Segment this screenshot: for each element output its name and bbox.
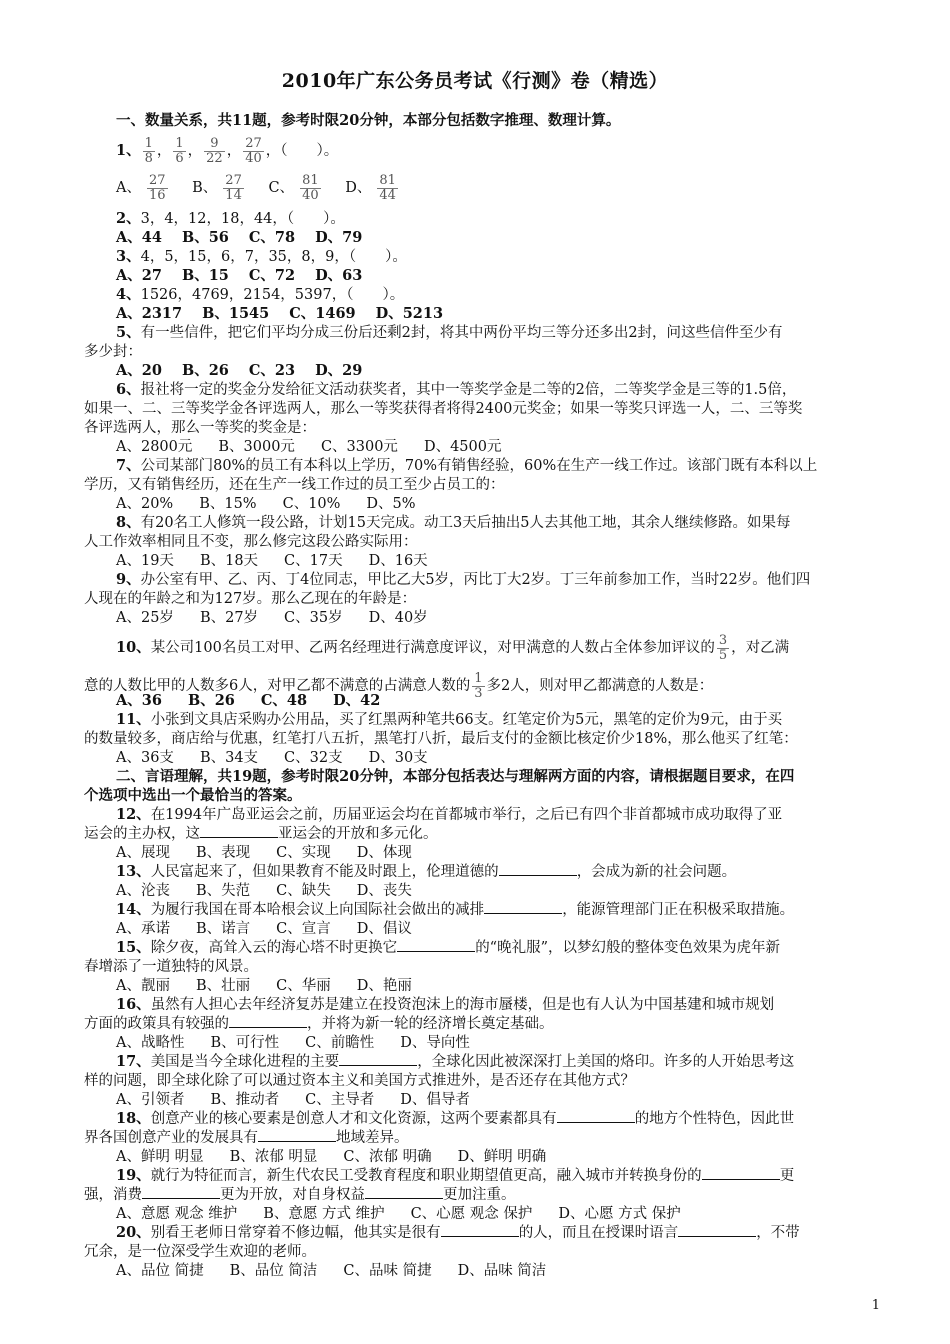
answer-blank — [339, 1053, 417, 1066]
question-3-options: A、27 B、15 C、72 D、63 — [116, 267, 363, 284]
fraction: $\frac{3}{5}$ — [718, 632, 728, 663]
answer-blank — [229, 1015, 307, 1028]
answer-blank — [200, 825, 278, 838]
question-20-options: A、品位 简捷 B、品位 简洁 C、品味 简捷 D、品味 简洁 — [116, 1263, 547, 1279]
question-20: 20、别看王老师日常穿着不修边幅，他其实是很有 的人，而且在授课时语言 ，不带 — [116, 1224, 800, 1241]
question-3: 3、4，5，15，6，7，35，8，9，（ ）。 — [116, 248, 407, 265]
answer-blank — [142, 1186, 220, 1199]
question-7: 7、公司某部门80%的员工有本科以上学历，70%有销售经验，60%在生产一线工作过。该部门既有本科以上 — [116, 457, 818, 474]
answer-blank — [397, 939, 475, 952]
question-18: 18、创意产业的核心要素是创意人才和文化资源，这两个要素都具有 的地方个性特色，因此世 — [116, 1110, 795, 1127]
section-1-heading: 一、数量关系，共11题，参考时限20分钟，本部分包括数字推理、数理计算。 — [116, 112, 621, 129]
question-15: 15、除夕夜，高耸入云的海心塔不时更换它 的“晚礼服”，以梦幻般的整体变色效果为虎年新 — [116, 939, 781, 956]
answer-blank — [365, 1186, 443, 1199]
fraction: $\frac{27}{16}$ — [148, 172, 166, 203]
section-2-heading-line-2: 个选项中选出一个最恰当的答案。 — [84, 787, 302, 804]
page-number: 1 — [871, 1298, 880, 1313]
answer-blank — [678, 1224, 756, 1237]
answer-blank — [557, 1110, 635, 1123]
question-2-options: A、44 B、56 C、78 D、79 — [116, 229, 363, 246]
question-11: 11、小张到文具店采购办公用品，买了红黑两种笔共66支。红笔定价为5元，黑笔的定价为9元，由于买 — [116, 711, 783, 728]
question-5-options: A、20 B、26 C、23 D、29 — [116, 362, 363, 379]
question-1: 1、 $\frac{1}{8}$ ， $\frac{1}{6}$ ， $\frac{9}{22}$ ， $\frac{27}{40}$ ，（ ）。 — [116, 135, 339, 166]
question-12: 12、在1994年广岛亚运会之前，历届亚运会均在首都城市举行，之后已有四个非首都城市成功取得了亚 — [116, 806, 783, 823]
section-2-heading: 二、言语理解，共19题，参考时限20分钟，本部分包括表达与理解两方面的内容，请根据题目要求，在四 — [116, 768, 795, 785]
question-6-line-2: 如果一、二、三等奖学金各评选两人，那么一等奖获得者将得2400元奖金；如果一等奖只评选一人，二、三等奖 — [84, 401, 803, 417]
question-11-line-2: 的数量较多，商店给与优惠，红笔打八五折，黑笔打八折，最后支付的金额比核定价少18%，那么他买了红笔： — [84, 731, 798, 747]
page-title: 2010年广东公务员考试《行测》卷（精选） — [281, 70, 669, 92]
answer-blank — [258, 1129, 336, 1142]
answer-blank — [484, 901, 562, 914]
question-19-options: A、意愿 观念 维护 B、意愿 方式 维护 C、心愿 观念 保护 D、心愿 方式 保护 — [116, 1206, 681, 1222]
question-8: 8、有20名工人修筑一段公路，计划15天完成。动工3天后抽出5人去其他工地，其余人继续修路。如果每 — [116, 514, 791, 531]
question-15-options: A、靓丽 B、壮丽 C、华丽 D、艳丽 — [116, 978, 412, 994]
question-18-line-2: 界各国创意产业的发展具有 地域差异。 — [84, 1130, 409, 1146]
question-9: 9、办公室有甲、乙、丙、丁4位同志，甲比乙大5岁，丙比丁大2岁。丁三年前参加工作，当时22岁。他们四 — [116, 571, 811, 588]
fraction: $\frac{1}{3}$ — [474, 670, 483, 701]
question-13: 13、人民富起来了，但如果教育不能及时跟上，伦理道德的 ，会成为新的社会问题。 — [116, 863, 737, 880]
question-14-options: A、承诺 B、诺言 C、宣言 D、倡议 — [116, 921, 412, 937]
question-4: 4、1526，4769，2154，5397，（ ）。 — [116, 286, 405, 303]
question-8-options: A、19天 B、18天 C、17天 D、16天 — [116, 553, 428, 569]
question-7-line-2: 学历，又有销售经历，还在生产一线工作过的员工至少占员工的： — [84, 477, 505, 493]
question-19: 19、就行为特征而言，新生代农民工受教育程度和职业期望值更高，融入城市并转换身份的 更 — [116, 1167, 795, 1184]
question-6-line-3: 各评选两人，那么一等奖的奖金是： — [84, 420, 316, 436]
fraction: $\frac{27}{14}$ — [225, 172, 242, 203]
question-1-options: A、 $\frac{27}{16}$ B、 $\frac{27}{14}$ C、 $\frac{81}{40}$ D、 $\frac{81}{44}$ — [116, 172, 396, 203]
question-16-options: A、战略性 B、可行性 C、前瞻性 D、导向性 — [116, 1035, 470, 1051]
question-17: 17、美国是当今全球化进程的主要 ，全球化因此被深深打上美国的烙印。许多的人开始思考这 — [116, 1053, 795, 1070]
question-5-line-2: 多少封： — [84, 344, 142, 360]
question-11-options: A、36支 B、34支 C、32支 D、30支 — [116, 750, 428, 766]
fraction: $\frac{1}{6}$ — [175, 135, 184, 166]
fraction: $\frac{9}{22}$ — [206, 135, 223, 166]
fraction: $\frac{81}{44}$ — [379, 172, 396, 203]
question-17-options: A、引领者 B、推动者 C、主导者 D、倡导者 — [116, 1092, 470, 1108]
answer-blank — [702, 1167, 780, 1180]
question-9-line-2: 人现在的年龄之和为127岁。那么乙现在的年龄是： — [84, 591, 417, 607]
question-number: 1、 — [116, 142, 141, 159]
question-17-line-2: 样的问题，即全球化除了可以通过资本主义和美国方式推进外，是否还存在其他方式？ — [84, 1073, 635, 1089]
question-14: 14、为履行我国在哥本哈根会议上向国际社会做出的减排 ，能源管理部门正在积极采取措施。 — [116, 901, 795, 918]
question-10-options: A、36 B、26 C、48 D、42 — [116, 692, 381, 709]
fraction: $\frac{1}{8}$ — [144, 135, 153, 166]
question-7-options: A、20% B、15% C、10% D、5% — [116, 496, 416, 512]
question-20-line-2: 冗余，是一位深受学生欢迎的老师。 — [84, 1244, 316, 1260]
question-16: 16、虽然有人担心去年经济复苏是建立在投资泡沫上的海市蜃楼，但是也有人认为中国基建和城市规划 — [116, 996, 775, 1013]
question-10-line-2: 意的人数比甲的人数多6人，对甲乙都不满意的占满意人数的 $\frac{1}{3}$ 多2人，则对甲乙都满意的人数是： — [84, 670, 714, 701]
question-19-line-2: 强，消费 更为开放，对自身权益 更加注重。 — [84, 1187, 516, 1203]
question-8-line-2: 人工作效率相同且不变，那么修完这段公路实际用： — [84, 534, 418, 550]
question-15-line-2: 春增添了一道独特的风景。 — [84, 959, 258, 975]
question-6-options: A、2800元 B、3000元 C、3300元 D、4500元 — [116, 439, 502, 455]
question-12-options: A、展现 B、表现 C、实现 D、体现 — [116, 845, 412, 861]
fraction: $\frac{27}{40}$ — [245, 135, 262, 166]
question-18-options: A、鲜明 明显 B、浓郁 明显 C、浓郁 明确 D、鲜明 明确 — [116, 1149, 547, 1165]
question-9-options: A、25岁 B、27岁 C、35岁 D、40岁 — [116, 610, 428, 626]
question-5: 5、有一些信件，把它们平均分成三份后还剩2封，将其中两份平均三等分还多出2封，问这些信件至少有 — [116, 324, 783, 341]
answer-blank — [499, 863, 577, 876]
question-4-options: A、2317 B、1545 C、1469 D、5213 — [116, 305, 444, 322]
question-16-line-2: 方面的政策具有较强的 ，并将为新一轮的经济增长奠定基础。 — [84, 1016, 554, 1032]
question-13-options: A、沦丧 B、失范 C、缺失 D、丧失 — [116, 883, 412, 899]
answer-blank — [441, 1224, 519, 1237]
question-2: 2、3，4，12，18，44，（ ）。 — [116, 210, 345, 227]
question-10: 10、某公司100名员工对甲、乙两名经理进行满意度评议，对甲满意的人数占全体参加评议的 $\frac{3}{5}$ ，对乙满 — [116, 632, 790, 663]
question-6: 6、报社将一定的奖金分发给征文活动获奖者，其中一等奖学金是二等的2倍，二等奖学金是三等的1.5倍， — [116, 381, 797, 398]
question-12-line-2: 运会的主办权，这 亚运会的开放和多元化。 — [84, 826, 438, 842]
fraction: $\frac{81}{40}$ — [302, 172, 319, 203]
